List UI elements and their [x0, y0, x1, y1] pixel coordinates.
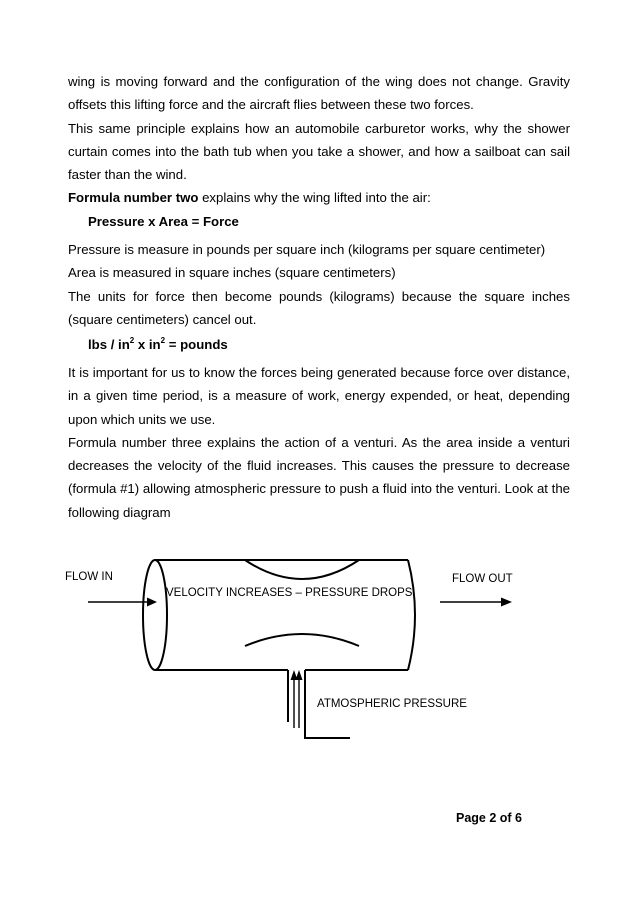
exponent: 2: [129, 336, 135, 345]
formula-part: = pounds: [165, 337, 228, 352]
text-line: Pressure is measure in pounds per square inch (kilograms per square centimeter): [68, 242, 546, 257]
text-line: Area is measured in square inches (square centimeters): [68, 265, 396, 281]
flow-in-arrowhead: [147, 598, 157, 607]
paragraph-work-venturi: [68, 361, 570, 524]
paragraph-units: [68, 238, 570, 331]
formula-part: lbs / in: [88, 337, 130, 352]
paragraph-lift-principles: [68, 70, 570, 210]
exponent: 2: [160, 336, 166, 345]
text-line: wing is moving forward and the configuration of the wing does not change. Gravity offsets this lifting force and the aircraft flies between these two forces.: [68, 74, 570, 113]
atmospheric-pressure-label: ATMOSPHERIC PRESSURE: [317, 698, 467, 710]
pipe-outlet-arc: [408, 560, 415, 670]
flow-out-label: FLOW OUT: [452, 573, 513, 585]
formula-units: [88, 336, 228, 354]
velocity-label: VELOCITY INCREASES – PRESSURE DROPS: [166, 587, 413, 599]
bold-lead: Formula number two: [68, 190, 199, 206]
line-rest: explains why the wing lifted into the air:: [198, 190, 431, 206]
venturi-lower-bulge: [245, 634, 359, 646]
pipe-inlet-ellipse: [143, 560, 167, 670]
flow-in-label: FLOW IN: [65, 571, 113, 583]
text-line: [68, 186, 570, 209]
text-line: It is important for us to know the forces being generated because force over distance, in a given time period, is a measure of work, energy expended, or heat, depending upon which units we use.: [68, 365, 570, 427]
text-line: The units for force then become pounds (kilograms) because the square inches (square centimeters) cancel out.: [68, 288, 570, 327]
flow-out-arrowhead: [501, 598, 512, 607]
atmospheric-arrowhead: [296, 670, 303, 680]
venturi-diagram: [60, 550, 530, 750]
text-line: This same principle explains how an automobile carburetor works, why the shower curtain comes into the bath tub when you take a shower, and how a sailboat can sail faster than the wind.: [68, 120, 570, 183]
page-number: Page 2 of 6: [456, 811, 522, 825]
formula-pressure-area-force: Pressure x Area = Force: [88, 214, 239, 229]
formula-part: x in: [134, 337, 161, 352]
text-line: Formula number three explains the action of a venturi. As the area inside a venturi decreases the velocity of the fluid increases. This causes the pressure to decrease (formula #1) allowing atmospheric pressure to push a fluid into the venturi. Look at the following diagram: [68, 434, 570, 520]
venturi-upper-bulge: [245, 560, 359, 579]
